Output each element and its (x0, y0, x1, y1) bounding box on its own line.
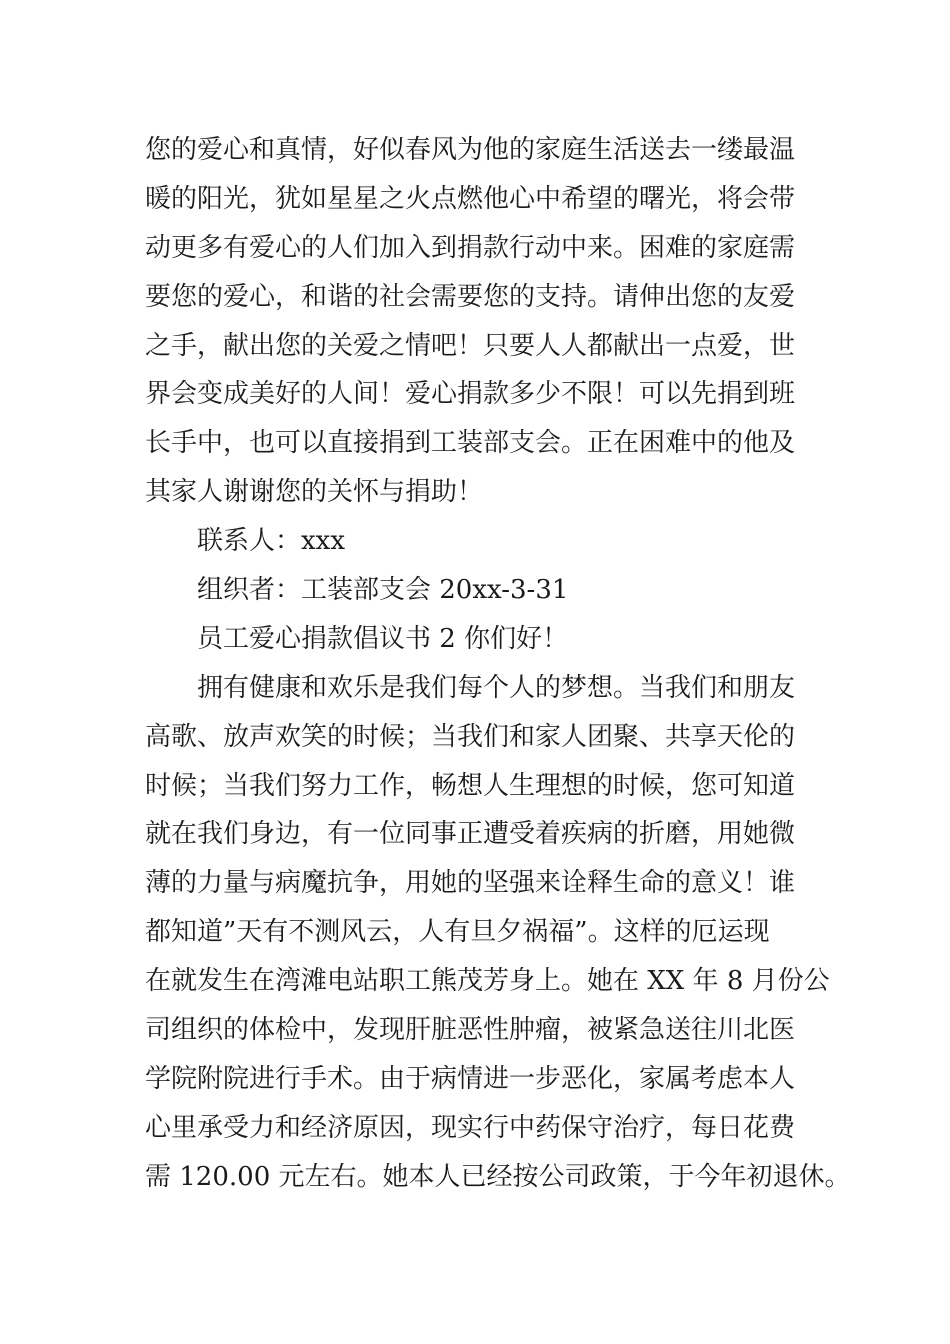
paragraph-line: 薄的力量与病魔抗争，用她的坚强来诠释生命的意义！谁 (145, 868, 796, 899)
section-heading: 员工爱心捐款倡议书 2 你们好！ (197, 623, 569, 654)
paragraph-line: 动更多有爱心的人们加入到捐款行动中来。困难的家庭需 (145, 232, 796, 263)
paragraph-line: 长手中，也可以直接捐到工装部支会。正在困难中的他及 (145, 428, 796, 459)
paragraph-line: 学院附院进行手术。由于病情进一步恶化，家属考虑本人 (145, 1063, 796, 1094)
paragraph-line: 之手，献出您的关爱之情吧！只要人人都献出一点爱，世 (145, 330, 796, 361)
paragraph-line: 需 120.00 元左右。她本人已经按公司政策，于今年初退休。 (145, 1161, 851, 1192)
paragraph-line: 您的爱心和真情，好似春风为他的家庭生活送去一缕最温 (145, 135, 796, 165)
paragraph-line: 要您的爱心，和谐的社会需要您的支持。请伸出您的友爱 (145, 281, 796, 312)
paragraph-line: 都知道”天有不测风云，人有旦夕祸福”。这样的厄运现 (145, 917, 770, 948)
paragraph-line: 就在我们身边，有一位同事正遭受着疾病的折磨，用她微 (145, 819, 796, 850)
paragraph-line: 在就发生在湾滩电站职工熊茂芳身上。她在 XX 年 8 月份公 (145, 966, 830, 997)
paragraph-line: 司组织的体检中，发现肝脏恶性肿瘤，被紧急送往川北医 (145, 1015, 796, 1046)
paragraph-line: 时候；当我们努力工作，畅想人生理想的时候，您可知道 (145, 770, 796, 801)
paragraph-line: 暖的阳光，犹如星星之火点燃他心中希望的曙光，将会带 (145, 183, 796, 214)
paragraph-line: 界会变成美好的人间！爱心捐款多少不限！可以先捐到班 (145, 379, 796, 410)
document-body (145, 126, 851, 1202)
organizer-line: 组织者：工装部支会 20xx-3-31 (197, 575, 569, 606)
paragraph-line: 拥有健康和欢乐是我们每个人的梦想。当我们和朋友 (197, 672, 796, 703)
paragraph-1 (145, 126, 825, 517)
paragraph-2 (145, 664, 851, 1202)
paragraph-line: 其家人谢谢您的关怀与捐助！ (145, 477, 484, 508)
paragraph-line: 心里承受力和经济原因，现实行中药保守治疗，每日花费 (145, 1112, 796, 1143)
contact-line: 联系人：xxx (197, 526, 345, 557)
paragraph-line: 高歌、放声欢笑的时候；当我们和家人团聚、共享天伦的 (145, 721, 796, 752)
